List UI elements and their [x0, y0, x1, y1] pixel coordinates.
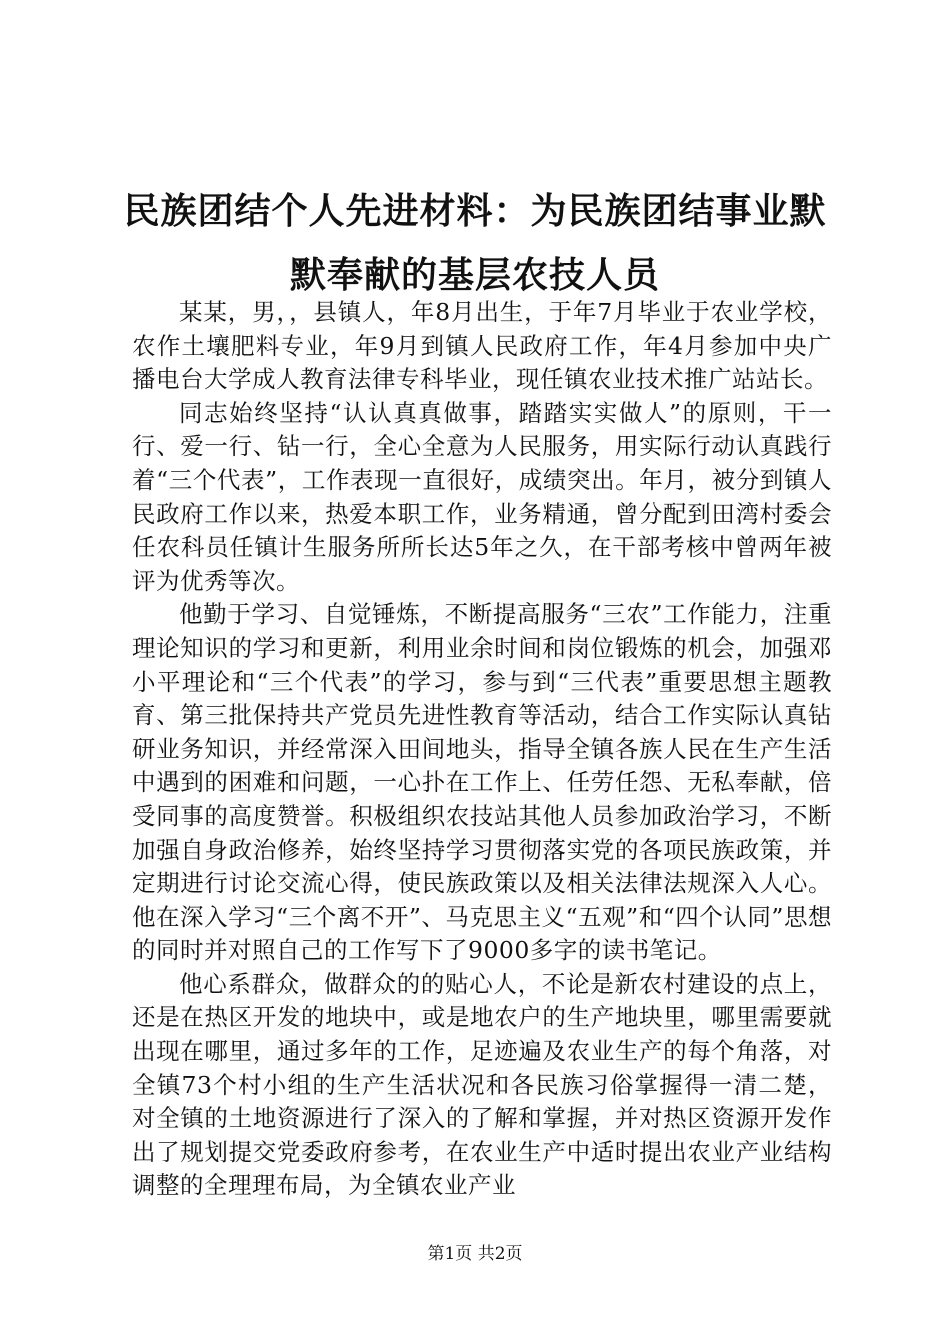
paragraph-3: 他勤于学习、自觉锤炼，不断提高服务“三农”工作能力，注重理论知识的学习和更新，利用业余时间和岗位锻炼的机会，加强邓小平理论和“三个代表”的学习，参与到“三代表”重要思想主题教育、第三批保持共产党员先进性教育等活动，结合工作实际认真钻研业务知识，并经常深入田间地头，指导全镇各族人民在生产生活中遇到的困难和问题，一心扑在工作上、任劳任怨、无私奉献，倍受同事的高度赞誉。积极组织农技站其他人员参加政治学习，不断加强自身政治修养，始终坚持学习贯彻落实党的各项民族政策，并定期进行讨论交流心得，使民族政策以及相关法律法规深入人心。他在深入学习“三个离不开”、马克思主义“五观”和“四个认同”思想的同时并对照自己的工作写下了9000多字的读书笔记。 — [132, 600, 832, 965]
paragraph-4: 他心系群众，做群众的的贴心人，不论是新农村建设的点上，还是在热区开发的地块中，或是地农户的生产地块里，哪里需要就出现在哪里，通过多年的工作，足迹遍及农业生产的每个角落，对全镇73个村小组的生产生活状况和各民族习俗掌握得一清二楚，对全镇的土地资源进行了深入的了解和掌握，并对热区资源开发作出了规划提交党委政府参考，在农业生产中适时提出农业产业结构调整的全理理布局，为全镇农业产业 — [132, 969, 832, 1200]
page-number-footer: 第1页 共2页 — [427, 1244, 523, 1264]
paragraph-2: 同志始终坚持“认认真真做事，踏踏实实做人”的原则，干一行、爱一行、钻一行，全心全意为人民服务，用实际行动认真践行着“三个代表”，工作表现一直很好，成绩突出。年月，被分到镇人民政府工作以来，热爱本职工作，业务精通，曾分配到田湾村委会任农科员任镇计生服务所所长达5年之久，在干部考核中曾两年被评为优秀等次。 — [132, 398, 832, 595]
paragraph-1: 某某，男，，县镇人，年8月出生，于年7月毕业于农业学校，农作土壤肥料专业，年9月到镇人民政府工作，年4月参加中央广播电台大学成人教育法律专科毕业，现任镇农业技术推广站站长。 — [132, 298, 832, 394]
document-title: 民族团结个人先进材料：为民族团结事业默默奉献的基层农技人员 — [123, 191, 827, 296]
document-body — [132, 296, 832, 1203]
